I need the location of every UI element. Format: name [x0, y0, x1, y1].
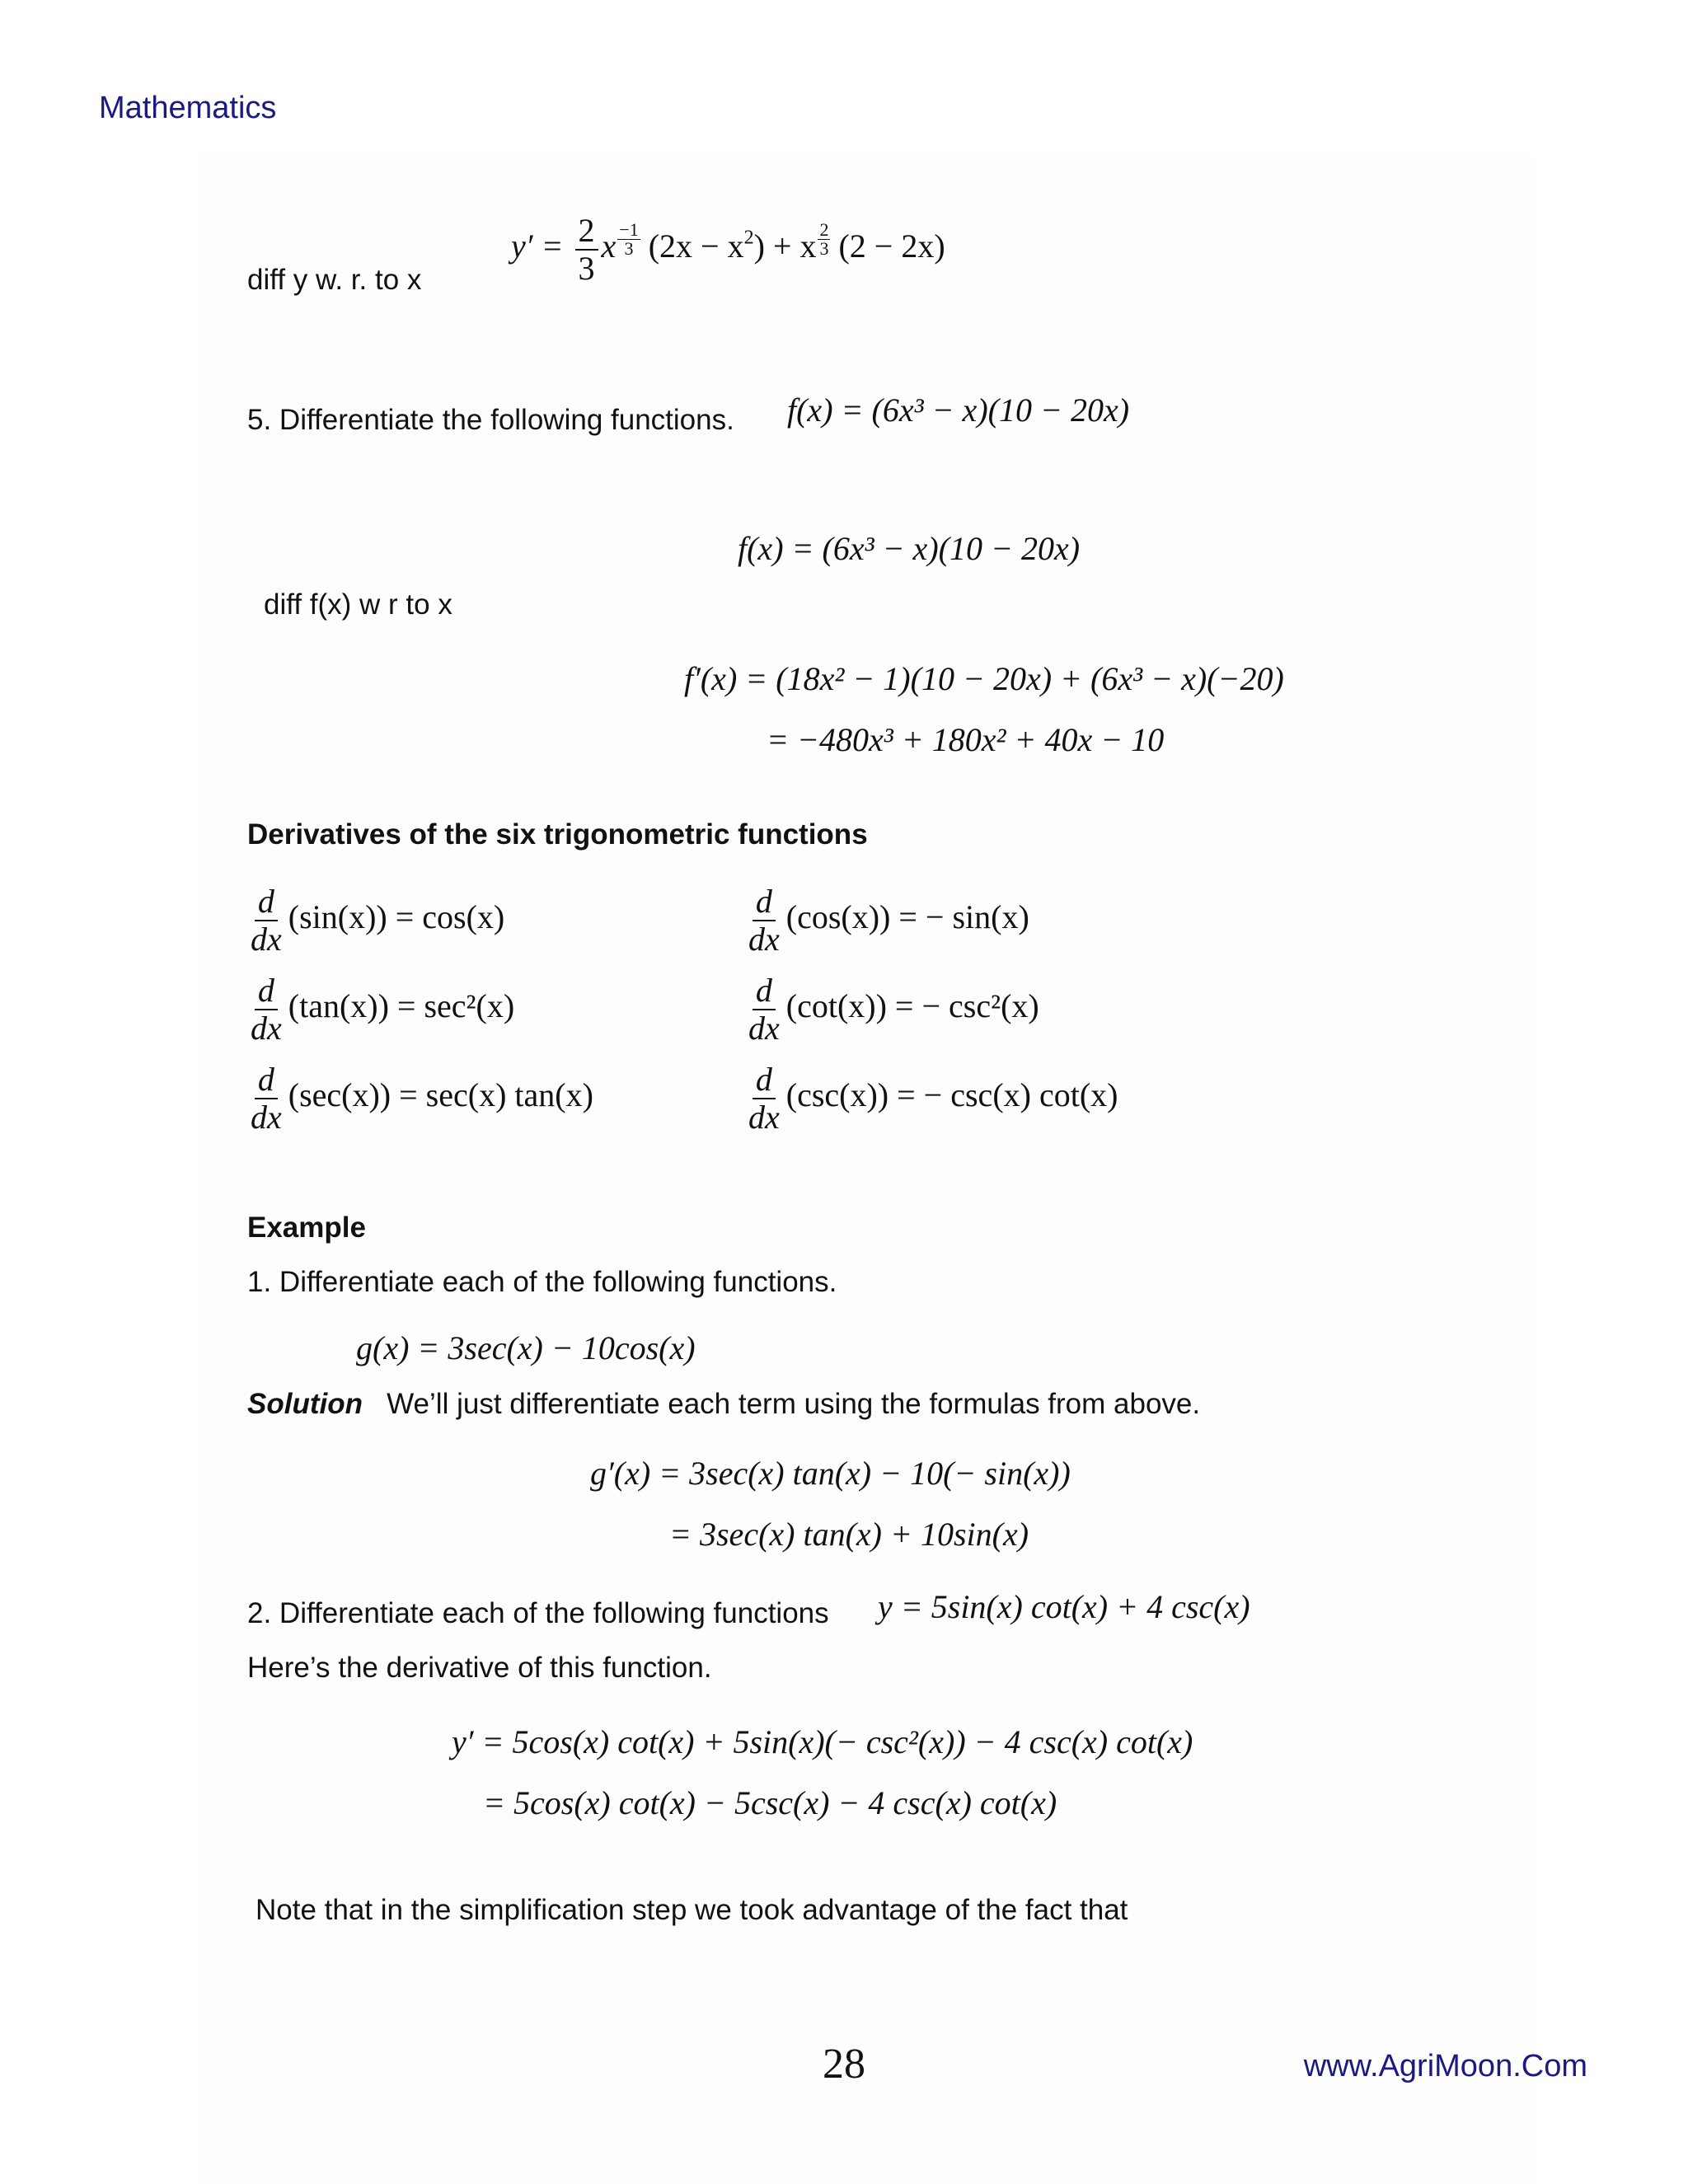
dx-denominator: dx	[748, 1099, 780, 1136]
content-area	[198, 157, 1533, 2184]
tail-factor: (2 − 2x)	[838, 227, 945, 265]
d-dx-fraction	[745, 1062, 783, 1136]
example-q1-prompt: 1. Differentiate each of the following functions.	[247, 1266, 837, 1298]
problem5-function: f(x) = (6x³ − x)(10 − 20x)	[787, 391, 1130, 429]
example-q1-function: g(x) = 3sec(x) − 10cos(x)	[356, 1329, 696, 1366]
diff-f-label: diff f(x) w r to x	[264, 588, 452, 621]
middle-tail: ) + x	[753, 227, 817, 265]
two-thirds-fraction	[575, 213, 598, 287]
csc-formula-text: (csc(x)) = − csc(x) cot(x)	[785, 1076, 1118, 1114]
exp2-denominator: 3	[819, 238, 829, 260]
d-numerator: d	[753, 972, 776, 1010]
middle-exponent: 2	[743, 227, 754, 249]
exp1-numerator: 1	[629, 219, 639, 241]
trig-formula-csc	[742, 1062, 1118, 1136]
exponent-minus-one-third: $\frac{-1}{3}$	[619, 219, 639, 260]
dx-denominator: dx	[251, 921, 282, 958]
example-q2-intro: Here’s the derivative of this function.	[247, 1652, 712, 1684]
trig-formula-sin	[244, 883, 504, 958]
exp1-denominator: 3	[624, 238, 634, 260]
problem5-derivative-line2: = −480x³ + 180x² + 40x − 10	[767, 721, 1165, 758]
trig-formula-cot	[742, 972, 1039, 1047]
cot-formula-text: (cot(x)) = − csc²(x)	[785, 987, 1039, 1025]
footer-url[interactable]: www.AgriMoon.Com	[1303, 2049, 1587, 2083]
dx-denominator: dx	[251, 1010, 282, 1047]
fraction-numerator: 2	[575, 213, 598, 251]
d-numerator: d	[255, 972, 278, 1010]
problem5-derivative-line1: f′(x) = (18x² − 1)(10 − 20x) + (6x³ − x)(−20)	[684, 660, 1284, 697]
d-numerator: d	[255, 1062, 278, 1099]
dx-denominator: dx	[748, 921, 780, 958]
x-base: x	[601, 227, 617, 265]
page-header: Mathematics	[99, 91, 277, 125]
exp2-numerator: 2	[819, 219, 829, 241]
sec-formula-text: (sec(x)) = sec(x) tan(x)	[288, 1076, 593, 1114]
problem5-function-restated: f(x) = (6x³ − x)(10 − 20x)	[738, 530, 1081, 567]
example-heading: Example	[247, 1212, 366, 1244]
d-dx-fraction	[247, 972, 285, 1047]
example-q1-derivative-line2: = 3sec(x) tan(x) + 10sin(x)	[669, 1516, 1029, 1553]
d-dx-fraction	[247, 883, 285, 958]
dx-denominator: dx	[251, 1099, 282, 1136]
example-q1-derivative-line1: g′(x) = 3sec(x) tan(x) − 10(− sin(x))	[590, 1455, 1071, 1492]
tan-formula-text: (tan(x)) = sec²(x)	[288, 987, 515, 1025]
d-dx-fraction	[745, 972, 783, 1047]
d-dx-fraction	[247, 1062, 285, 1136]
example-q2-derivative-line2: = 5cos(x) cot(x) − 5csc(x) − 4 csc(x) cot(x)	[483, 1784, 1057, 1821]
solution-text: We’ll just differentiate each term using the formulas from above.	[387, 1388, 1201, 1420]
sin-formula-text: (sin(x)) = cos(x)	[288, 898, 505, 936]
example-q2-function: y = 5sin(x) cot(x) + 4 csc(x)	[878, 1588, 1250, 1625]
solution-label: Solution	[247, 1388, 363, 1420]
trig-section-heading: Derivatives of the six trigonometric functions	[247, 818, 868, 851]
d-numerator: d	[255, 883, 278, 921]
d-numerator: d	[753, 1062, 776, 1099]
page-number: 28	[823, 2041, 865, 2088]
dx-denominator: dx	[748, 1010, 780, 1047]
note-text: Note that in the simplification step we took advantage of the fact that	[256, 1894, 1128, 1926]
trig-formula-tan	[244, 972, 514, 1047]
y-prime-lhs: y′ =	[511, 227, 564, 265]
y-derivative-eq	[511, 213, 945, 287]
d-numerator: d	[753, 883, 776, 921]
exponent-two-thirds	[818, 221, 830, 258]
cos-formula-text: (cos(x)) = − sin(x)	[785, 898, 1029, 936]
diff-y-label: diff y w. r. to x	[247, 264, 422, 296]
fraction-denominator: 3	[578, 250, 595, 287]
problem5-prompt: 5. Differentiate the following functions.	[247, 404, 734, 436]
example-q2-derivative-line1: y′ = 5cos(x) cot(x) + 5sin(x)(− csc²(x)) − 4 csc(x) cot(x)	[452, 1723, 1193, 1760]
trig-formula-cos	[742, 883, 1029, 958]
middle-factor: (2x − x	[648, 227, 744, 265]
d-dx-fraction	[745, 883, 783, 958]
example-q2-prompt: 2. Differentiate each of the following functions	[247, 1597, 829, 1629]
trig-formula-sec	[244, 1062, 593, 1136]
solution-line	[247, 1388, 1200, 1421]
